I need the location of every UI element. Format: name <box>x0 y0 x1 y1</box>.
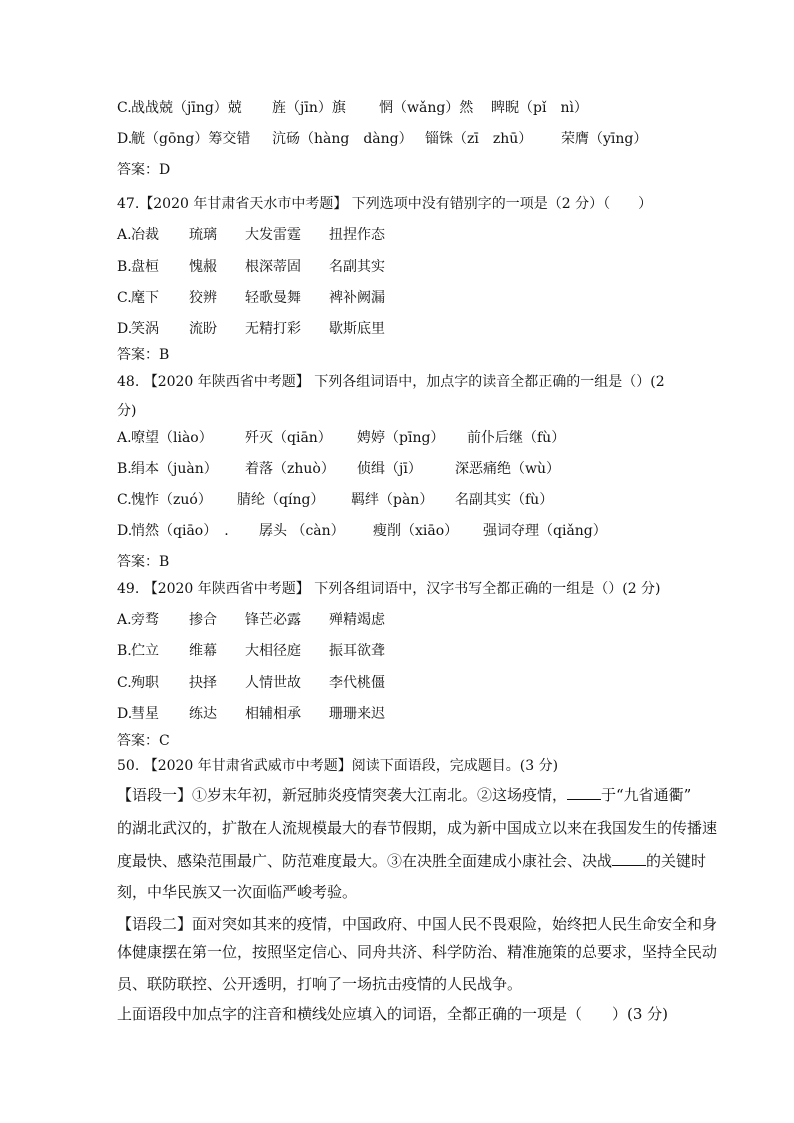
option-item: 裨补阙漏 <box>329 290 385 306</box>
answer-46: 答案：D <box>117 162 171 178</box>
option-item: 愧赧 <box>189 259 217 275</box>
answer-49: 答案：C <box>117 733 170 749</box>
passage-1-line-1 <box>117 785 691 804</box>
option-item: 深恶痛绝（wù） <box>455 461 560 477</box>
option-letter: D. <box>117 706 133 722</box>
option-letter: C. <box>117 290 132 306</box>
option-letter: C. <box>117 100 132 116</box>
option-item: 名副其实（fù） <box>455 492 554 508</box>
question-48-cont: 分) <box>117 403 137 419</box>
option-item: 扭捏作态 <box>329 227 385 243</box>
option-item: 锱铢（zī zhū） <box>425 131 533 147</box>
option-item: 冶裁 <box>131 227 159 243</box>
option-item: 狡辨 <box>189 290 217 306</box>
option-item: 伫立 <box>131 643 159 659</box>
option-item: 绢本（juàn） <box>131 461 218 477</box>
option-item: 歼灭（qiān） <box>245 430 332 446</box>
option-item: 根深蒂固 <box>245 259 301 275</box>
passage-text: 于“九省通衢” <box>601 786 692 804</box>
option-item: 麾下 <box>131 290 159 306</box>
question-48: 48. 【2020 年陕西省中考题】 下列各组词语中，加点字的读音全都正确的一组是（）(2 <box>117 374 665 390</box>
option-letter: D. <box>117 321 133 337</box>
option-item: 悄然（qiāo） . <box>131 523 229 539</box>
option-item: 大发雷霆 <box>245 227 301 243</box>
option-letter: C. <box>117 492 132 508</box>
option-item: 荣膺（yīng） <box>561 131 648 147</box>
option-item: 着落（zhuò） <box>245 461 335 477</box>
option-item: 无精打彩 <box>245 321 301 337</box>
passage-2-line-3: 员、联防联控、公开透明，打响了一场抗击疫情的人民战争。 <box>117 975 523 993</box>
option-item: 旌（jīn）旗 <box>272 100 346 116</box>
option-letter: D. <box>117 523 133 539</box>
option-item: 练达 <box>189 706 217 722</box>
passage-2-line-2: 体健康摆在第一位，按照坚定信心、同舟共济、科学防治、精准施策的总要求，坚持全民动 <box>117 943 718 961</box>
passage-1-line-2: 的湖北武汉的，扩散在人流规模最大的春节假期，成为新中国成立以来在我国发生的传播速 <box>117 819 718 837</box>
option-item: 掺合 <box>189 612 217 628</box>
option-item: 沆砀（hàng dàng） <box>272 131 413 147</box>
passage-1-line-4: 刻，中华民族又一次面临严峻考验。 <box>117 883 358 901</box>
option-item: 相辅相承 <box>245 706 301 722</box>
option-letter: B. <box>117 643 132 659</box>
option-letter: A. <box>117 430 132 446</box>
option-letter: C. <box>117 675 132 691</box>
option-item: 振耳欲聋 <box>329 643 385 659</box>
option-letter: B. <box>117 259 132 275</box>
option-item: 殚精竭虑 <box>329 612 385 628</box>
option-item: 前仆后继（fù） <box>467 430 566 446</box>
option-item: 流盼 <box>189 321 217 337</box>
option-item: 彗星 <box>131 706 159 722</box>
option-letter: D. <box>117 131 133 147</box>
passage-2-line-1: 【语段二】面对突如其来的疫情，中国政府、中国人民不畏艰险，始终把人民生命安全和身 <box>117 915 718 933</box>
option-item: 侦缉（jī） <box>357 461 422 477</box>
option-item: 李代桃僵 <box>329 675 385 691</box>
question-49: 49. 【2020 年陕西省中考题】 下列各组词语中，汉字书写全都正确的一组是（）(2 分) <box>117 581 661 597</box>
option-letter: B. <box>117 461 132 477</box>
question-50-prompt: 上面语段中加点字的注音和横线处应填入的词语，全都正确的一项是（ ）(3 分) <box>117 1005 669 1023</box>
option-item: 名副其实 <box>329 259 385 275</box>
answer-47: 答案：B <box>117 347 170 363</box>
option-item: 笑涡 <box>131 321 159 337</box>
question-50: 50. 【2020 年甘肃省武威市中考题】阅读下面语段，完成题目。(3 分) <box>117 758 559 774</box>
passage-1-line-3 <box>117 851 706 870</box>
option-letter: A. <box>117 227 132 243</box>
option-letter: A. <box>117 612 132 628</box>
option-item: 娉婷（pīng） <box>357 430 445 446</box>
option-item: 战战兢（jīng）兢 <box>131 100 242 116</box>
option-item: 珊珊来迟 <box>329 706 385 722</box>
passage-text: 度最快、感染范围最广、防范难度最大。③在决胜全面建成小康社会、决战 <box>117 852 613 870</box>
question-47: 47.【2020 年甘肃省天水市中考题】 下列选项中没有错别字的一项是（2 分）（ ） <box>117 196 653 212</box>
option-item: 大相径庭 <box>245 643 301 659</box>
option-item: 盘桓 <box>131 259 159 275</box>
fill-blank-1 <box>567 785 601 800</box>
option-item: 孱头 （càn） <box>259 523 345 539</box>
passage-text: 【语段一】①岁末年初，新冠肺炎疫情突袭大江南北。②这场疫情， <box>117 786 568 804</box>
option-item: 愧怍（zuó） <box>131 492 212 508</box>
option-item: 瘦削（xiāo） <box>373 523 459 539</box>
option-item: 维幕 <box>189 643 217 659</box>
option-item: 歇斯底里 <box>329 321 385 337</box>
option-item: 轻歌曼舞 <box>245 290 301 306</box>
option-item: 锋芒必露 <box>245 612 301 628</box>
option-item: 嘹望（liào） <box>131 430 213 446</box>
option-item: 抉择 <box>189 675 217 691</box>
fill-blank-2 <box>612 851 646 866</box>
option-item: 人情世故 <box>245 675 301 691</box>
option-item: 殉职 <box>131 675 159 691</box>
option-item: 琉璃 <box>189 227 217 243</box>
answer-48: 答案：B <box>117 554 170 570</box>
option-item: 睥睨（pǐ nì） <box>491 100 588 116</box>
option-item: 觥（gōng）筹交错 <box>131 131 251 147</box>
passage-text: 的关键时 <box>646 852 707 870</box>
option-item: 强词夺理（qiǎng） <box>483 523 607 539</box>
option-item: 腈纶（qíng） <box>237 492 325 508</box>
option-item: 旁骛 <box>131 612 159 628</box>
option-item: 惘（wǎng）然 <box>379 100 474 116</box>
option-item: 羁绊（pàn） <box>351 492 434 508</box>
